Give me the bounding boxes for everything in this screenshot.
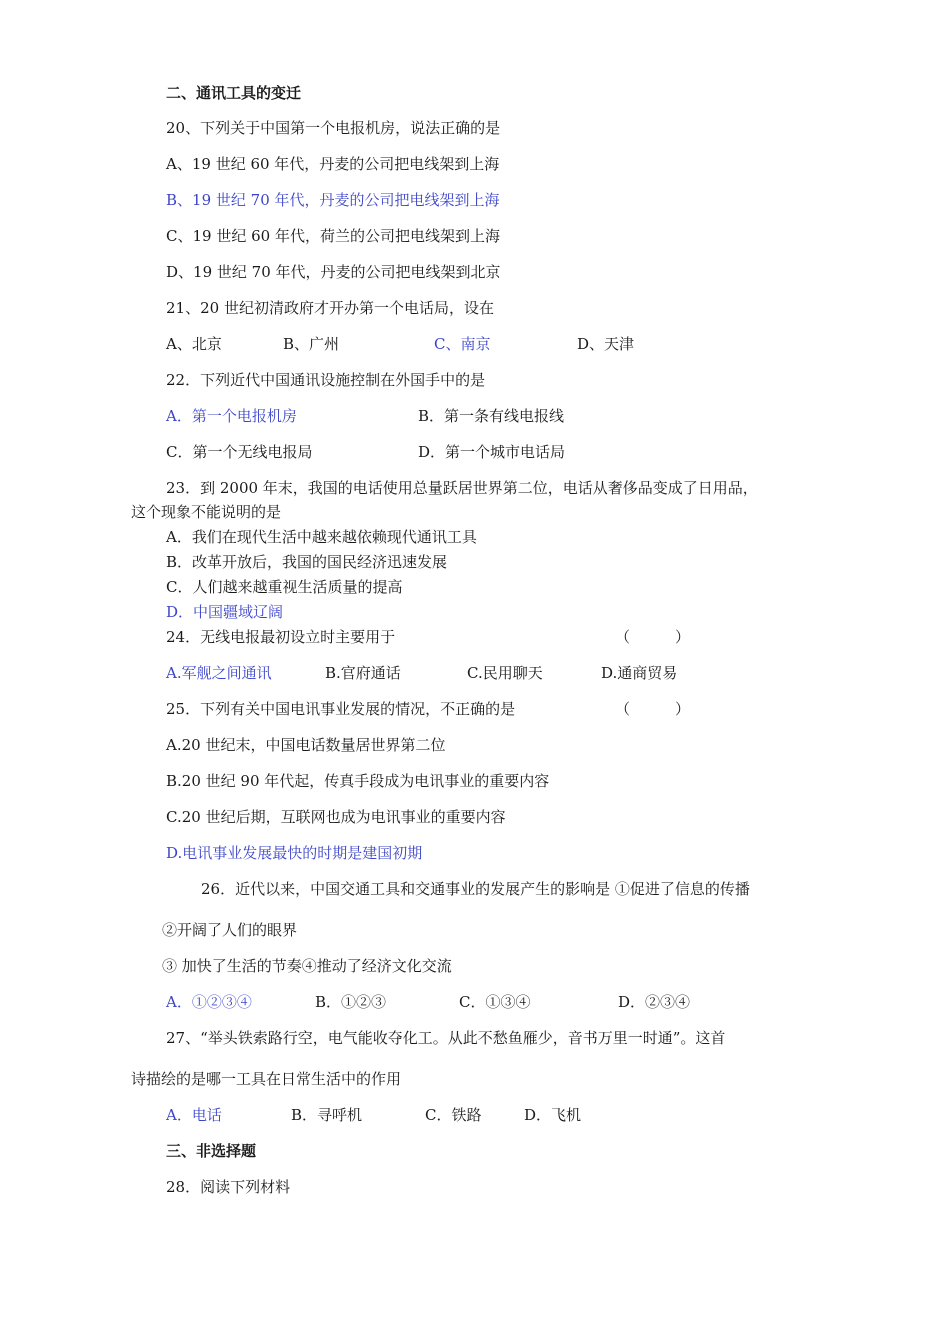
question-25-answer-blank: （ ） xyxy=(615,700,691,718)
question-22-options-row1 xyxy=(0,406,950,426)
question-23-option-d-answer: D．中国疆域辽阔 xyxy=(166,603,284,621)
question-26-option-a-answer: A．①②③④ xyxy=(166,993,252,1011)
question-27-option-d: D．飞机 xyxy=(524,1106,582,1124)
question-24-stem-row xyxy=(0,627,950,647)
question-21-option-a: A、北京 xyxy=(166,335,222,353)
question-21-options xyxy=(0,334,950,354)
question-25-option-b: B.20 世纪 90 年代起，传真手段成为电讯事业的重要内容 xyxy=(166,772,550,790)
question-22-option-d: D．第一个城市电话局 xyxy=(418,443,566,461)
question-20-stem: 20、下列关于中国第一个电报机房，说法正确的是 xyxy=(166,119,501,137)
question-22-options-row2 xyxy=(0,442,950,462)
question-24-option-a-answer: A.军舰之间通讯 xyxy=(166,664,272,682)
question-21-stem: 21、20 世纪初清政府才开办第一个电话局，设在 xyxy=(166,299,494,317)
question-25-option-c: C.20 世纪后期，互联网也成为电讯事业的重要内容 xyxy=(166,808,506,826)
section-2-heading: 二、通讯工具的变迁 xyxy=(166,84,302,102)
question-20-option-d: D、19 世纪 70 年代，丹麦的公司把电线架到北京 xyxy=(166,263,501,281)
question-21-option-d: D、天津 xyxy=(577,335,635,353)
section-3-heading: 三、非选择题 xyxy=(166,1142,257,1160)
question-22-option-a-answer: A．第一个电报机房 xyxy=(166,407,297,425)
question-26-option-b: B．①②③ xyxy=(315,993,387,1011)
question-21-option-b: B、广州 xyxy=(283,335,340,353)
question-24-options xyxy=(0,663,950,683)
question-23-option-b: B．改革开放后，我国的国民经济迅速发展 xyxy=(166,553,448,571)
question-26-stem-line1: 26．近代以来，中国交通工具和交通事业的发展产生的影响是 ①促进了信息的传播 xyxy=(201,880,750,898)
question-24-answer-blank: （ ） xyxy=(615,628,691,646)
question-23-option-a: A．我们在现代生活中越来越依赖现代通讯工具 xyxy=(166,528,477,546)
question-25-option-a: A.20 世纪末，中国电话数量居世界第二位 xyxy=(166,736,446,754)
question-23-stem-line2: 这个现象不能说明的是 xyxy=(131,503,282,521)
question-22-stem: 22．下列近代中国通讯设施控制在外国手中的是 xyxy=(166,371,486,389)
question-25-stem: 25．下列有关中国电讯事业发展的情况，不正确的是 xyxy=(166,700,516,718)
question-27-options xyxy=(0,1105,950,1125)
question-20-option-a: A、19 世纪 60 年代，丹麦的公司把电线架到上海 xyxy=(166,155,500,173)
question-27-stem-line1: 27、“举头铁索路行空，电气能收夺化工。从此不愁鱼雁少，音书万里一时通”。这首 xyxy=(166,1029,726,1047)
question-26-stem-line3: ③ 加快了生活的节奏④推动了经济文化交流 xyxy=(162,957,452,975)
question-25-stem-row xyxy=(0,699,950,719)
question-27-stem-line2: 诗描绘的是哪一工具在日常生活中的作用 xyxy=(131,1070,402,1088)
question-28-stem: 28．阅读下列材料 xyxy=(166,1178,291,1196)
question-22-option-c: C．第一个无线电报局 xyxy=(166,443,313,461)
question-20-option-c: C、19 世纪 60 年代，荷兰的公司把电线架到上海 xyxy=(166,227,500,245)
question-24-option-d: D.通商贸易 xyxy=(601,664,678,682)
question-24-option-c: C.民用聊天 xyxy=(467,664,543,682)
question-22-option-b: B．第一条有线电报线 xyxy=(418,407,565,425)
question-26-option-d: D．②③④ xyxy=(618,993,691,1011)
question-26-options xyxy=(0,992,950,1012)
question-21-option-c-answer: C、南京 xyxy=(434,335,491,353)
question-24-option-b: B.官府通话 xyxy=(325,664,401,682)
question-23-option-c: C．人们越来越重视生活质量的提高 xyxy=(166,578,403,596)
question-23-stem-line1: 23．到 2000 年末，我国的电话使用总量跃居世界第二位，电话从奢侈品变成了日用品， xyxy=(166,479,758,497)
question-27-option-a-answer: A．电话 xyxy=(166,1106,222,1124)
question-20-option-b-answer: B、19 世纪 70 年代，丹麦的公司把电线架到上海 xyxy=(166,191,500,209)
question-26-stem-line2: ②开阔了人们的眼界 xyxy=(162,921,298,939)
question-27-option-b: B．寻呼机 xyxy=(291,1106,363,1124)
question-26-option-c: C．①③④ xyxy=(459,993,531,1011)
question-27-option-c: C．铁路 xyxy=(425,1106,482,1124)
question-25-option-d-answer: D.电讯事业发展最快的时期是建国初期 xyxy=(166,844,423,862)
question-24-stem: 24．无线电报最初设立时主要用于 xyxy=(166,628,396,646)
